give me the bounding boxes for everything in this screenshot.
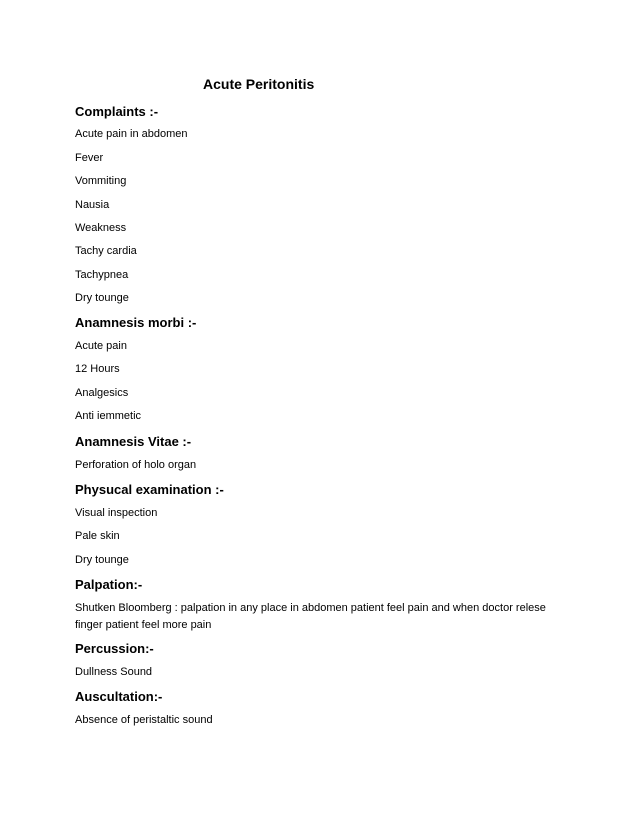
list-item: Weakness <box>75 222 127 234</box>
list-item: Dullness Sound <box>75 666 153 678</box>
list-item: Pale skin <box>75 530 120 542</box>
list-item: Absence of peristaltic sound <box>75 714 213 726</box>
section-heading-anamnesis-vitae: Anamnesis Vitae :- <box>75 434 192 449</box>
palpation-text: Shutken Bloomberg : palpation in any place in abdomen patient feel pain and when doctor relese finger patient feel more pain <box>75 602 546 631</box>
list-item: Dry tounge <box>75 554 129 566</box>
section-heading-auscultation: Auscultation:- <box>75 689 163 704</box>
list-item: Tachypnea <box>75 269 129 281</box>
list-item: 12 Hours <box>75 363 120 375</box>
list-item: Dry tounge <box>75 292 129 304</box>
section-heading-physical-examination: Physucal examination :- <box>75 482 224 497</box>
list-item: Acute pain in abdomen <box>75 128 188 140</box>
list-item: Acute pain <box>75 340 127 352</box>
list-item: Visual inspection <box>75 507 158 519</box>
list-item: Analgesics <box>75 387 129 399</box>
section-heading-percussion: Percussion:- <box>75 641 154 656</box>
document-title: Acute Peritonitis <box>203 76 315 92</box>
section-heading-complaints: Complaints :- <box>75 104 159 119</box>
section-heading-anamnesis-morbi: Anamnesis morbi :- <box>75 315 197 330</box>
list-item: Fever <box>75 152 104 164</box>
list-item: Nausia <box>75 199 110 211</box>
list-item: Perforation of holo organ <box>75 459 197 471</box>
list-item: Tachy cardia <box>75 245 137 257</box>
list-item: Anti iemmetic <box>75 410 142 422</box>
section-heading-palpation: Palpation:- <box>75 577 143 592</box>
list-item: Vommiting <box>75 175 127 187</box>
